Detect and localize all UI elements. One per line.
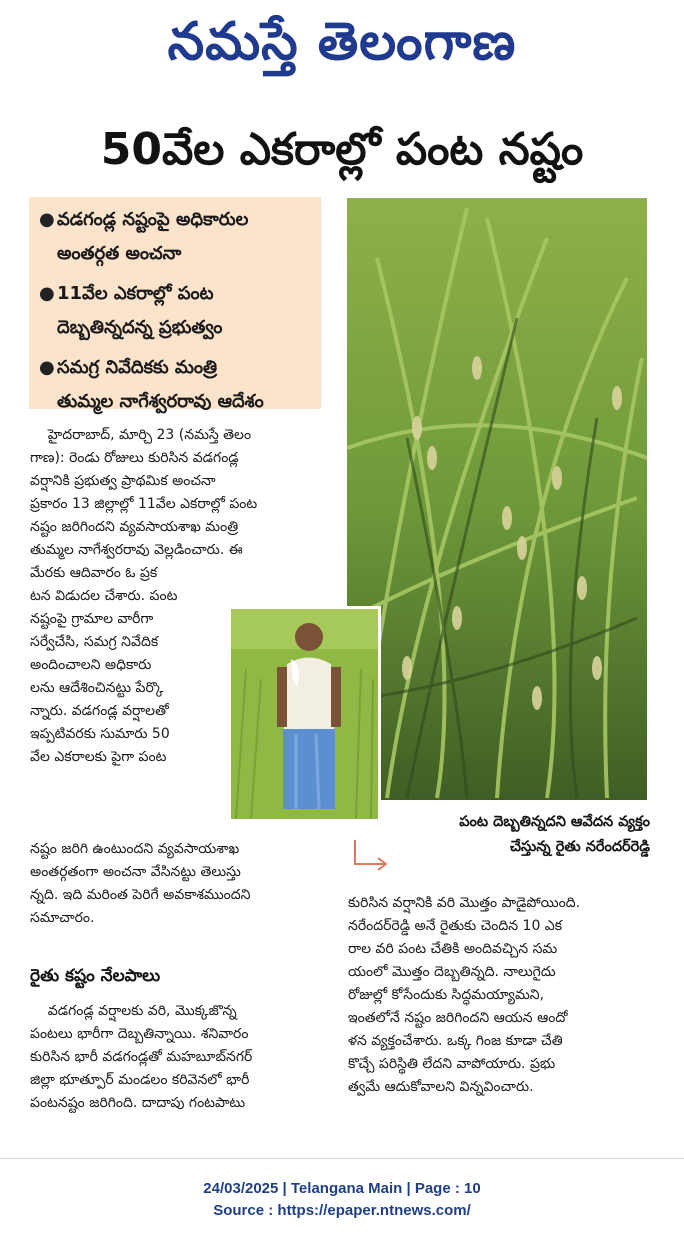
caption-line: పంట దెబ్బతిన్నదని ఆవేదన వ్యక్తం [459, 814, 650, 830]
caption-arrow-icon [350, 838, 390, 872]
article-line: మేరకు ఆదివారం ఓ ప్రక [30, 565, 158, 581]
article-line: నష్టం జరిగిందని వ్యవసాయశాఖ మంత్రి [30, 519, 239, 535]
article-line: త్వమే ఆదుకోవాలని విన్నవించారు. [348, 1079, 534, 1095]
highlight-line: తుమ్మల నాగేశ్వరరావు ఆదేశం [57, 391, 264, 412]
article-line: అంతర్గతంగా అంచనా వేసినట్టు తెలుస్తు [30, 864, 241, 880]
footer-divider [0, 1158, 684, 1159]
highlight-item [39, 277, 311, 345]
newspaper-masthead: నమస్తే తెలంగాణ [167, 11, 517, 72]
photo-caption [390, 810, 650, 860]
highlight-line: 11వేల ఎకరాల్లో పంట [57, 283, 214, 304]
caption-line: చేస్తున్న రైతు నరేందర్‌రెడ్డి [510, 839, 650, 855]
article-line: నష్టంపై గ్రామాల వారీగా [30, 611, 154, 627]
bullet-icon: ● [39, 357, 55, 378]
highlight-line: వడగండ్ల నష్టంపై అధికారుల [57, 209, 249, 230]
article-line: ఇంతలోనే నష్టం జరిగిందని ఆయన ఆందో [348, 1010, 568, 1026]
article-line: తుమ్మల నాగేశ్వరరావు వెల్లడించారు. ఈ [30, 542, 243, 558]
article-line: కొచ్చే పరిస్థితి లేదని వాపోయారు. ప్రభు [348, 1056, 556, 1072]
article-body-column1-bottom [30, 838, 330, 930]
article-line: గాణ): రెండు రోజులు కురిసిన వడగండ్ల [30, 450, 239, 466]
article-line: సర్వేచేసి, సమగ్ర నివేదిక [30, 634, 159, 650]
article-body-column1-narrow [30, 562, 222, 769]
article-line: లను ఆదేశించినట్టు పేర్కొ [30, 680, 164, 696]
article-line: జిల్లా భూత్పూర్ మండలం కరివెనలో భారీ [30, 1072, 250, 1088]
bullet-icon: ● [39, 283, 55, 304]
article-line: కురిసిన భారీ వడగండ్లతో మహబూబ్‌నగర్ [30, 1049, 253, 1065]
paddy-field-photo [347, 198, 647, 800]
highlight-item [39, 203, 311, 271]
article-line: యంలో మొత్తం దెబ్బతిన్నది. నాలుగైదు [348, 964, 556, 980]
article-line: నరేందర్‌రెడ్డి అనే రైతుకు చెందిన 10 ఎక [348, 918, 563, 934]
highlight-line: దెబ్బతిన్నదన్న ప్రభుత్వం [57, 317, 223, 338]
article-line: న్నది. ఇది మరింత పెరిగే అవకాశముందని [30, 887, 251, 903]
article-line: వడగండ్ల వర్షాలకు వరి, మొక్కజొన్న [30, 1003, 237, 1019]
article-line: అందించాలని అధికారు [30, 657, 152, 673]
article-line: నష్టం జరిగి ఉంటుందని వ్యవసాయశాఖ [30, 841, 240, 857]
article-line: రోజుల్లో కోసేందుకు సిద్ధమయ్యామని, [348, 987, 545, 1003]
article-line: వర్షానికి ప్రభుత్వ ప్రాథమిక అంచనా [30, 473, 216, 489]
highlight-line: సమగ్ర నివేదికకు మంత్రి [57, 357, 218, 378]
footer-source-link[interactable]: Source : https://epaper.ntnews.com/ [213, 1202, 471, 1219]
article-line: ఇప్పటివరకు సుమారు 50 [30, 726, 170, 742]
article-body-column1-top [30, 424, 330, 562]
highlight-line: అంతర్గత అంచనా [57, 243, 182, 264]
article-line: వేల ఎకరాలకు పైగా పంట [30, 749, 167, 765]
highlights-box [29, 197, 321, 412]
highlight-item [39, 351, 311, 419]
article-body-column1-sub [30, 1000, 330, 1115]
article-line: హైదరాబాద్, మార్చి 23 (నమస్తే తెలం [30, 427, 252, 443]
article-line: టన విడుదల చేశారు. పంట [30, 588, 178, 604]
article-line: సమాచారం. [30, 910, 95, 926]
article-line: పంటలు భారీగా దెబ్బతిన్నాయి. శనివారం [30, 1026, 249, 1042]
article-headline: 50వేల ఎకరాల్లో పంట నష్టం [100, 124, 584, 175]
page-footer [0, 1178, 684, 1222]
article-line: న్నారు. వడగండ్ల వర్షాలతో [30, 703, 169, 719]
article-line: ళన వ్యక్తంచేశారు. ఒక్క గింజ కూడా చేతి [348, 1033, 563, 1049]
article-line: పంటనష్టం జరిగింది. దాదాపు గంటపాటు [30, 1095, 246, 1111]
bullet-icon: ● [39, 209, 55, 230]
article-line: రాల వరి పంట చేతికి అందివచ్చిన సమ [348, 941, 558, 957]
farmer-portrait-photo [228, 606, 381, 822]
article-line: కురిసిన వర్షానికి వరి మొత్తం పాడైపోయింది. [348, 895, 581, 911]
article-body-column2 [348, 892, 648, 1099]
article-line: ప్రకారం 13 జిల్లాల్లో 11వేల ఎకరాల్లో పంట [30, 496, 258, 512]
footer-date-edition: 24/03/2025 | Telangana Main | Page : 10 [203, 1180, 481, 1197]
article-subheading: రైతు కష్టం నేలపాలు [30, 966, 161, 986]
